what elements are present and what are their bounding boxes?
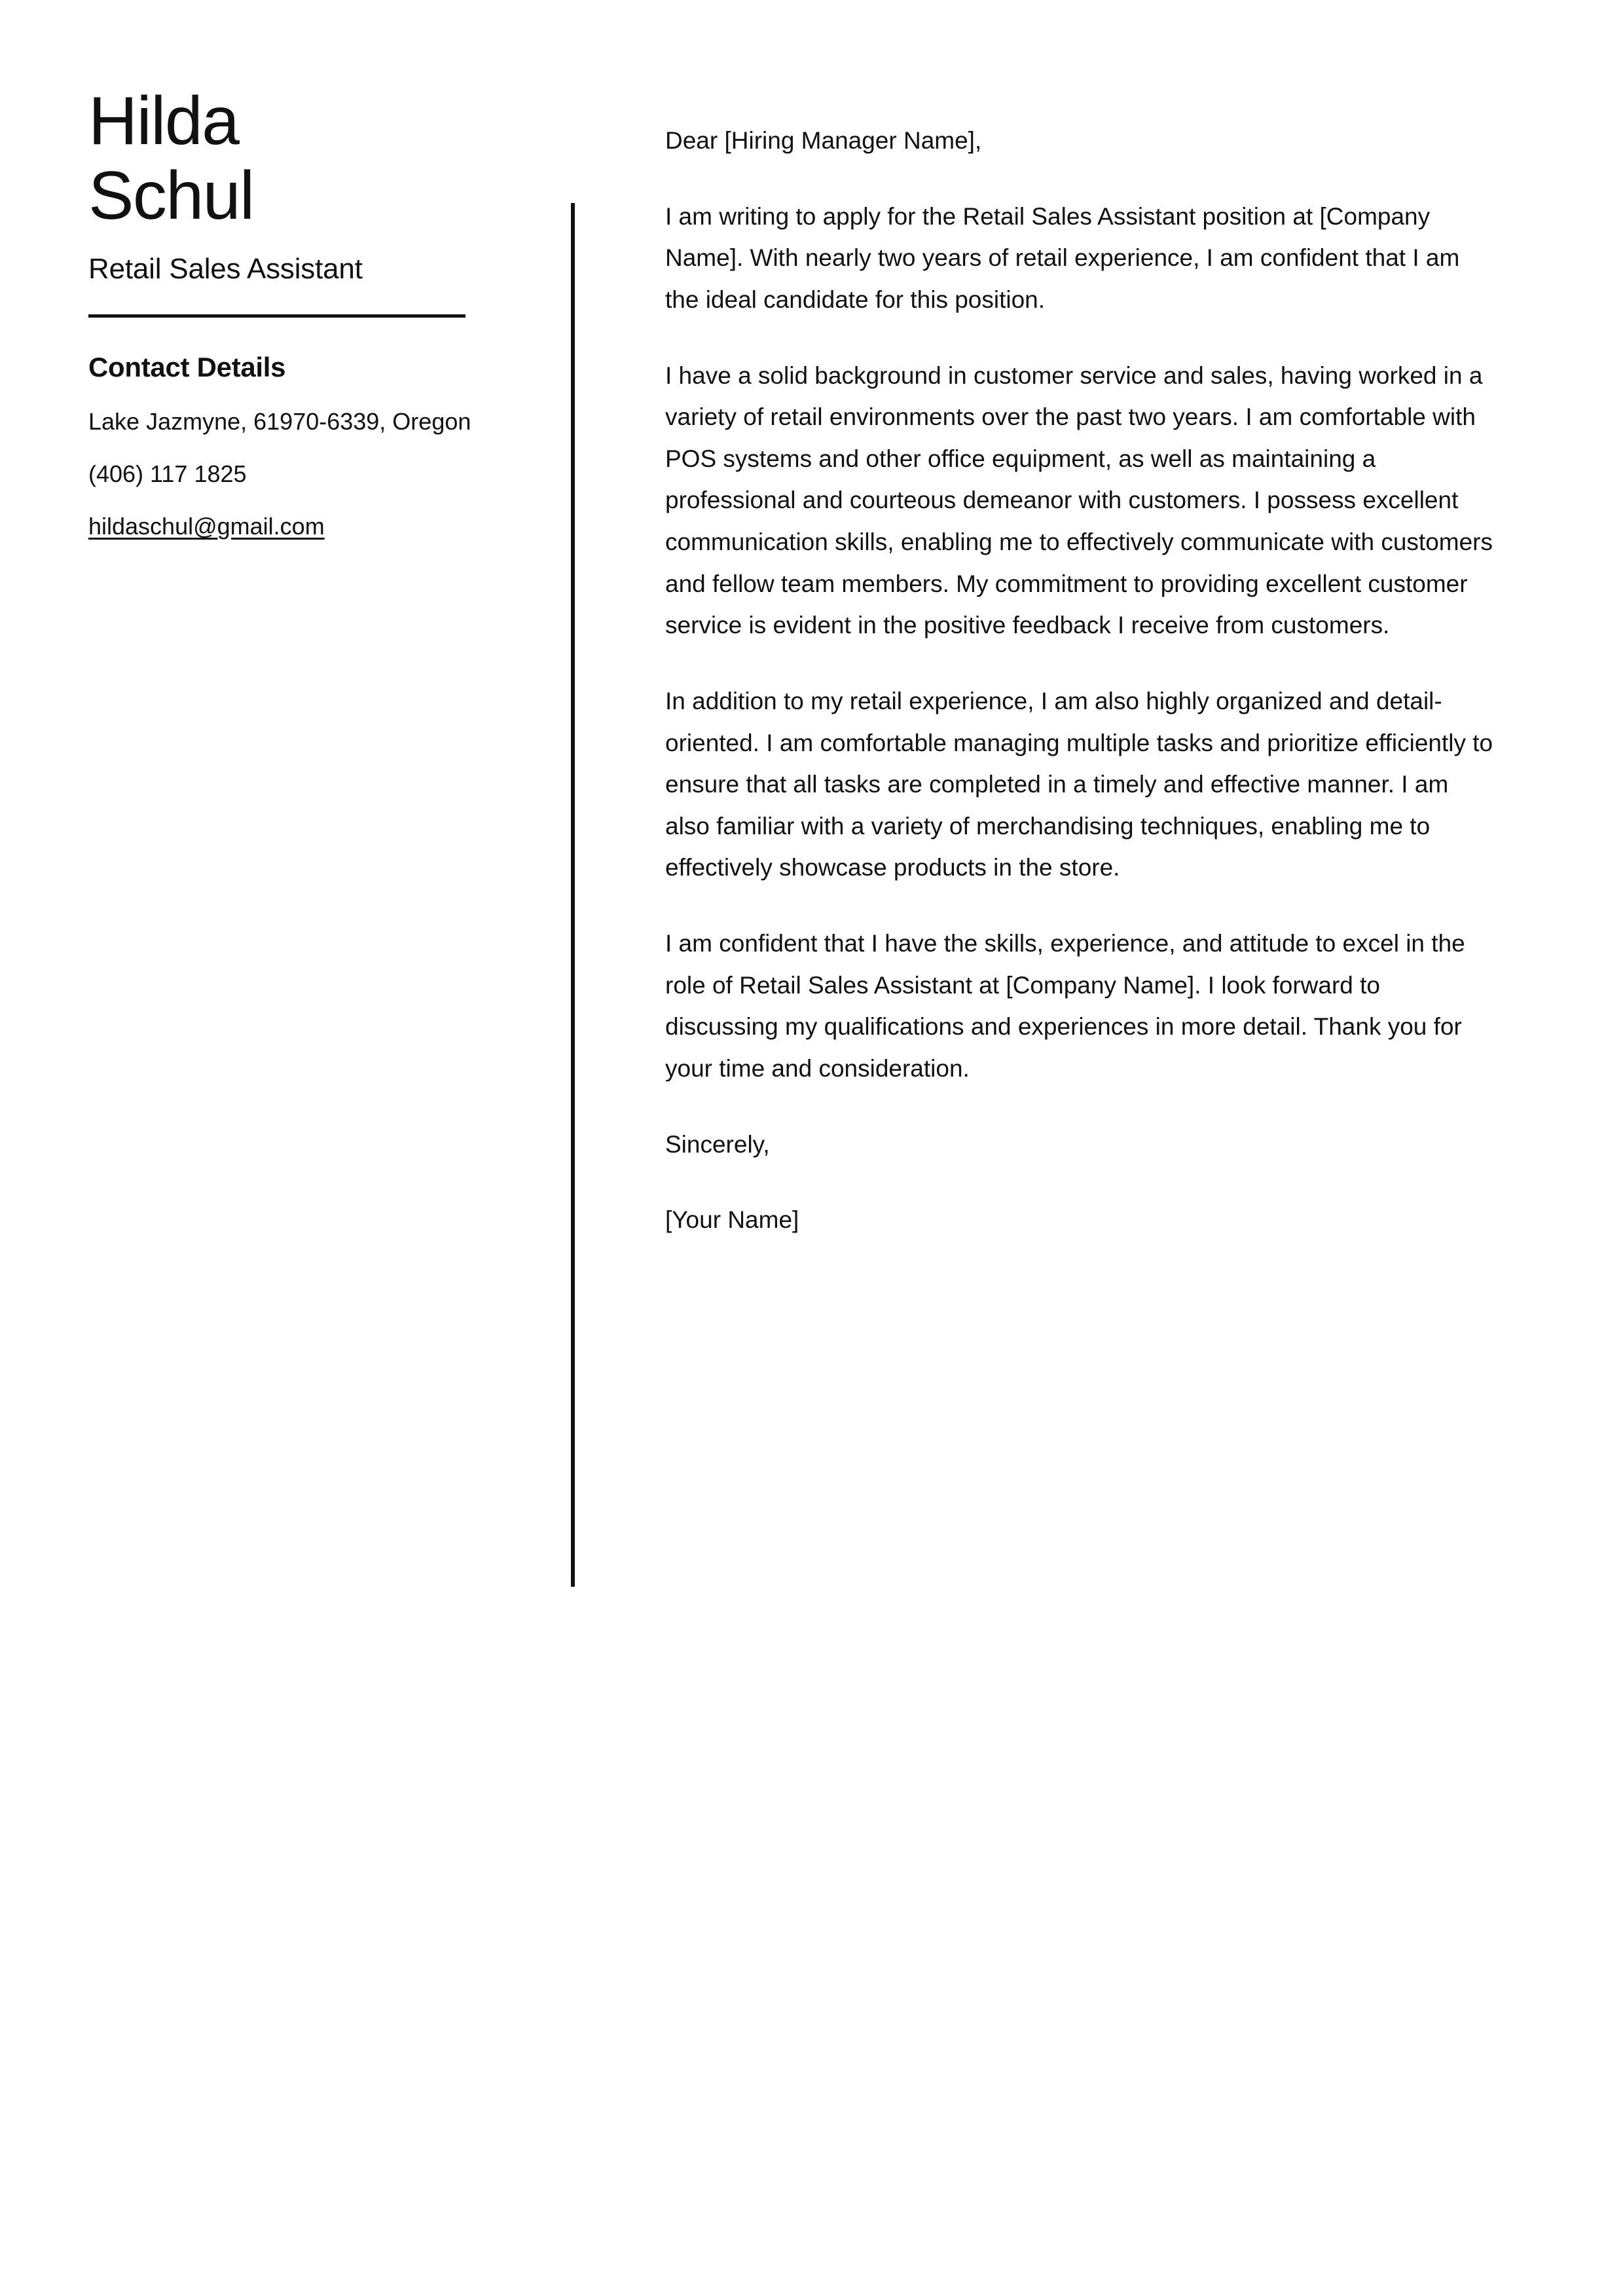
letter-salutation: Dear [Hiring Manager Name], [665,127,982,154]
candidate-job-title: Retail Sales Assistant [88,252,363,285]
letter-signature: [Your Name] [665,1206,799,1234]
contact-phone: (406) 117 1825 [88,460,247,488]
letter-paragraph: I am writing to apply for the Retail Sales Assistant position at [Company Name]. With nearly two years of retail experience, I am confident that I am the ideal candidate for this position. [665,202,1460,313]
contact-address: Lake Jazmyne, 61970-6339, Oregon [88,407,471,435]
sidebar-divider-rule [88,314,465,318]
letter-paragraph: I have a solid background in customer service and sales, having worked in a variety of retail environments over the past two years. I am comfortable with POS systems and other office equipment, as well as maintaining a professional and courteous demeanor with customers. I possess excellent communication skills, enabling me to effectively communicate with customers and fellow team members. My commitment to providing excellent customer service is evident in the positive feedback I receive from customers. [665,361,1493,639]
letter-paragraph: In addition to my retail experience, I am also highly organized and detail-oriented. I am comfortable managing multiple tasks and prioritize efficiently to ensure that all tasks are completed in a timely and effective manner. I am also familiar with a variety of merchandising techniques, enabling me to effectively showcase products in the store. [665,687,1493,881]
letter-body [665,120,1498,1241]
candidate-last-name: Schul [88,158,254,234]
contact-details-heading: Contact Details [88,351,286,382]
sidebar [88,84,520,561]
letter-closing: Sincerely, [665,1130,770,1158]
letter-paragraph: I am confident that I have the skills, experience, and attitude to excel in the role of Retail Sales Assistant at [Company Name]. I look forward to discussing my qualifications and experiences in more detail. Thank you for your time and consideration. [665,930,1465,1082]
candidate-first-name: Hilda [88,83,239,159]
contact-details-list [88,403,520,546]
contact-email-link[interactable]: hildaschul@gmail.com [88,513,325,540]
candidate-name [88,84,520,234]
vertical-divider [571,203,575,1587]
